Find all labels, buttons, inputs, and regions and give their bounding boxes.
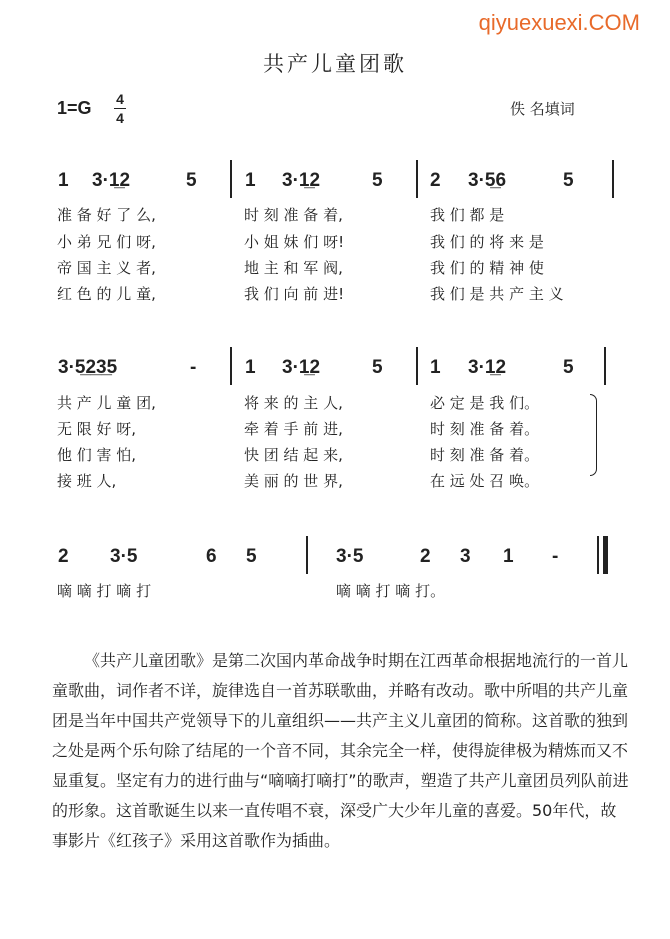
lyric: 牵 着 手 前 进,	[244, 420, 343, 438]
lyric: 帝 国 主 义 者,	[57, 259, 156, 277]
note: 6	[206, 546, 217, 567]
lyric: 嘀 嘀 打 嘀 打。	[336, 582, 446, 600]
lyric: 小 姐 妹 们 呀!	[244, 233, 345, 251]
lyric: 他 们 害 怕,	[57, 446, 137, 464]
note: 5	[186, 170, 197, 191]
note: 5	[563, 357, 574, 378]
note: 5	[563, 170, 574, 191]
final-bar-thick	[603, 536, 608, 574]
bar-line	[416, 347, 418, 385]
song-title: 共产儿童团歌	[263, 52, 407, 76]
lyric: 接 班 人,	[57, 472, 117, 490]
lyric: 准 备 好 了 么,	[57, 206, 156, 224]
lyric: 共 产 儿 童 团,	[57, 394, 156, 412]
note: 3·5	[110, 546, 138, 567]
lyric: 我 们 是 共 产 主 义	[430, 285, 564, 303]
note: 3	[460, 546, 471, 567]
bar-line	[604, 347, 606, 385]
note: 5	[246, 546, 257, 567]
bar-line	[306, 536, 308, 574]
note: 1	[245, 357, 256, 378]
note: 2	[430, 170, 441, 191]
bar-line	[230, 160, 232, 198]
note: 3·5	[336, 546, 364, 567]
lyric: 嘀 嘀 打 嘀 打	[57, 582, 152, 600]
note: 3·1̲2	[282, 357, 321, 378]
note: 1	[430, 357, 441, 378]
lyric: 小 弟 兄 们 呀,	[57, 233, 156, 251]
lyric: 红 色 的 儿 童,	[57, 285, 156, 303]
note: 5	[372, 357, 383, 378]
lyric: 时 刻 准 备 着。	[430, 446, 540, 464]
lyric: 将 来 的 主 人,	[244, 394, 343, 412]
bar-line	[230, 347, 232, 385]
lyric: 时 刻 准 备 着,	[244, 206, 343, 224]
note: 1	[503, 546, 514, 567]
note: 2	[58, 546, 69, 567]
final-bar-thin	[597, 536, 599, 574]
note: -	[552, 546, 559, 567]
lyric: 无 限 好 呀,	[57, 420, 137, 438]
lyric: 我 们 都 是	[430, 206, 505, 224]
lyric: 必 定 是 我 们。	[430, 394, 540, 412]
note: 1	[58, 170, 69, 191]
note: 3·1̲2	[282, 170, 321, 191]
lyric: 在 远 处 召 唤。	[430, 472, 540, 490]
repeat-brace	[590, 394, 597, 476]
note: -	[190, 357, 197, 378]
site-logo: qiyuexuexi.COM	[478, 10, 640, 35]
key-signature: 1=G	[57, 98, 92, 118]
note: 3·5̲6	[468, 170, 507, 191]
lyric: 我 们 的 将 来 是	[430, 233, 544, 251]
lyric: 我 们 向 前 进!	[244, 285, 345, 303]
note: 3·1̲2	[468, 357, 507, 378]
lyricist-credit: 佚 名填词	[510, 100, 575, 118]
note: 5	[372, 170, 383, 191]
lyric: 美 丽 的 世 界,	[244, 472, 343, 490]
time-signature: 4 4	[114, 90, 126, 127]
note: 3·1̲2	[92, 170, 131, 191]
lyric: 我 们 的 精 神 使	[430, 259, 544, 277]
bar-line	[612, 160, 614, 198]
lyric: 地 主 和 军 阀,	[244, 259, 343, 277]
note: 2	[420, 546, 431, 567]
note: 3·5̲2̲3̲5	[58, 357, 118, 378]
bar-line	[416, 160, 418, 198]
song-description: 《共产儿童团歌》是第二次国内革命战争时期在江西革命根据地流行的一首儿童歌曲，词作者不详，旋律选自一首苏联歌曲，并略有改动。歌中所唱的共产儿童团是当年中国共产党领导下的儿童组织——共产主义儿童团的简称。这首歌的独到之处是两个乐句除了结尾的一个音不同，其余完全一样，使得旋律极为精炼而又不显重复。坚定有力的进行曲与“嘀嘀打嘀打”的歌声，塑造了共产儿童团员列队前进的形象。这首歌诞生以来一直传唱不衰，深受广大少年儿童的喜爱。50年代，故事影片《红孩子》采用这首歌作为插曲。	[52, 651, 629, 850]
lyric: 时 刻 准 备 着。	[430, 420, 540, 438]
lyric: 快 团 结 起 来,	[244, 446, 343, 464]
note: 1	[245, 170, 256, 191]
